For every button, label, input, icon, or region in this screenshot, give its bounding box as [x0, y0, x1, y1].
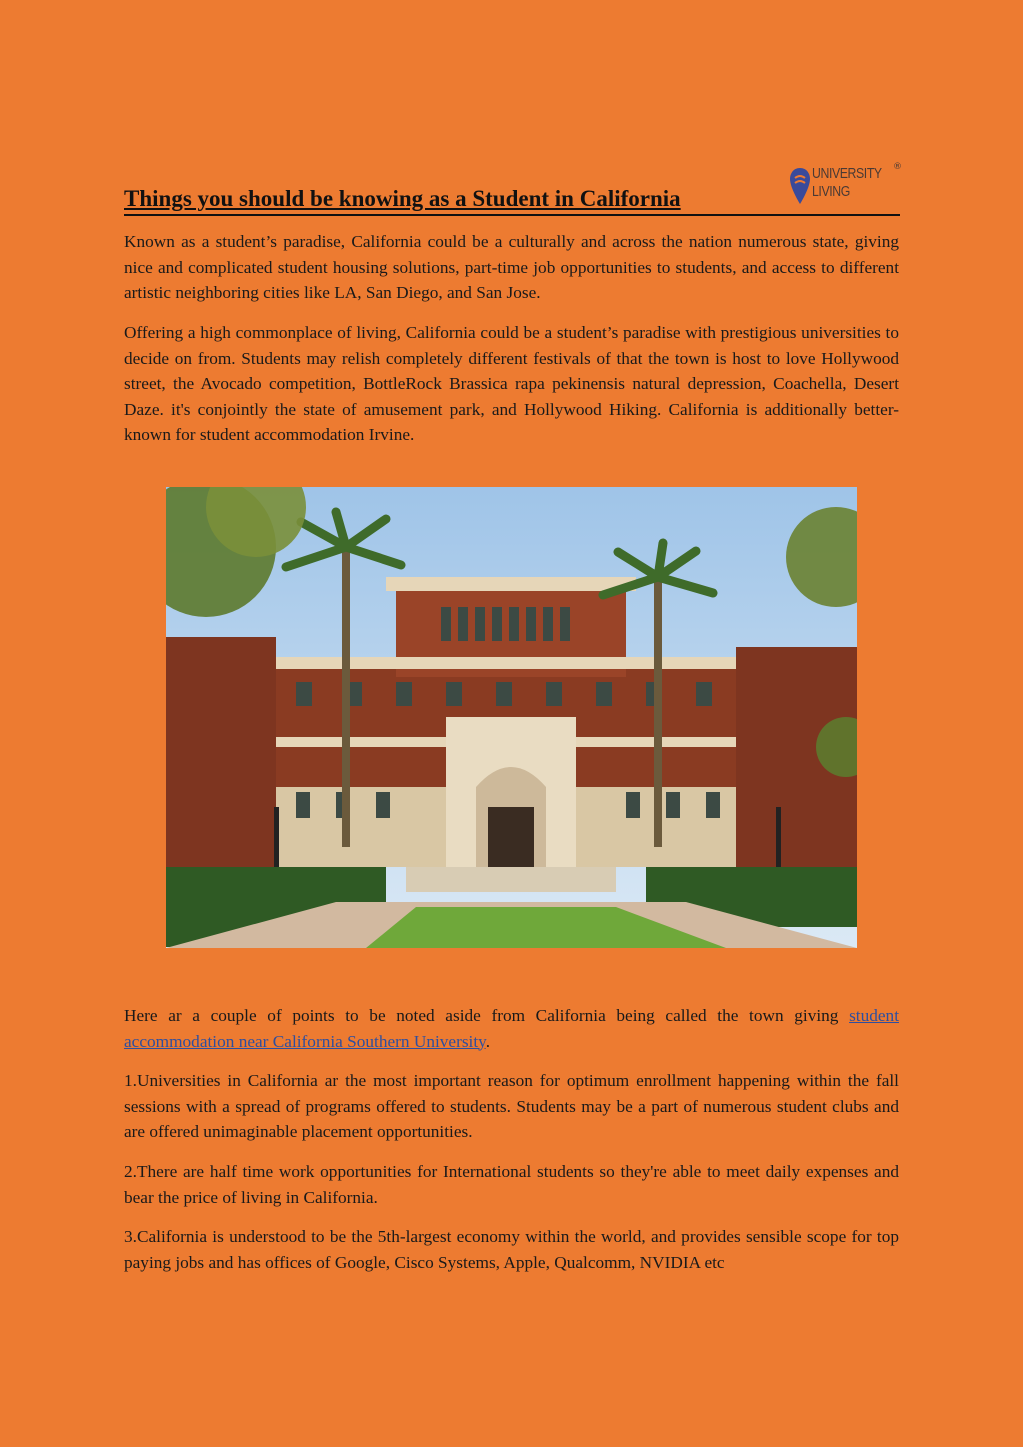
logo-line1: UNIVERSITY [812, 165, 882, 182]
paragraph-point-2: 2.There are half time work opportunities for International students so they're able to meet daily expenses and bear the price of living in California. [124, 1162, 899, 1207]
logo-registered-mark: ® [893, 162, 902, 172]
points-intro-end: . [485, 1031, 491, 1051]
campus-photo [166, 487, 857, 948]
paragraph-point-3: 3.California is understood to be the 5th-largest economy within the world, and provides sensible scope for top paying jobs and has offices of Google, Cisco Systems, Apple, Qualcomm, NVIDIA etc [124, 1227, 899, 1272]
paragraph-point-1: 1.Universities in California ar the most important reason for optimum enrollment happening within the fall sessions with a spread of programs offered to students. Students may be a part of numerous student clubs and are offered unimaginable placement opportunities. [124, 1071, 899, 1142]
title-row [124, 158, 900, 216]
student-accommodation-link[interactable]: student accommodation near California Southern University [124, 1006, 899, 1051]
location-pin-icon [788, 166, 812, 206]
university-living-logo [788, 160, 900, 210]
paragraph-intro: Known as a student’s paradise, California could be a culturally and across the nation numerous state, giving nice and complicated student housing solutions, part-time job opportunities to students, and access to different artistic neighboring cities like LA, San Diego, and San Jose. [124, 232, 899, 303]
paragraph-living: Offering a high commonplace of living, California could be a student’s paradise with prestigious universities to decide on from. Students may relish completely different festivals of that the town is host to love Hollywood street, the Avocado competition, BottleRock Brassica rapa pekinensis natural depression, Coachella, Desert Daze. it's conjointly the state of amusement park, and Hollywood Hiking. California is additionally better-known for student accommodation Irvine. [124, 323, 899, 445]
logo-line2: LIVING [812, 183, 850, 200]
page-title: Things you should be knowing as a Student in California [124, 186, 681, 211]
points-intro-text: Here ar a couple of points to be noted aside from California being called the town giving [124, 1006, 850, 1025]
paragraph-points-intro [124, 1003, 899, 1054]
